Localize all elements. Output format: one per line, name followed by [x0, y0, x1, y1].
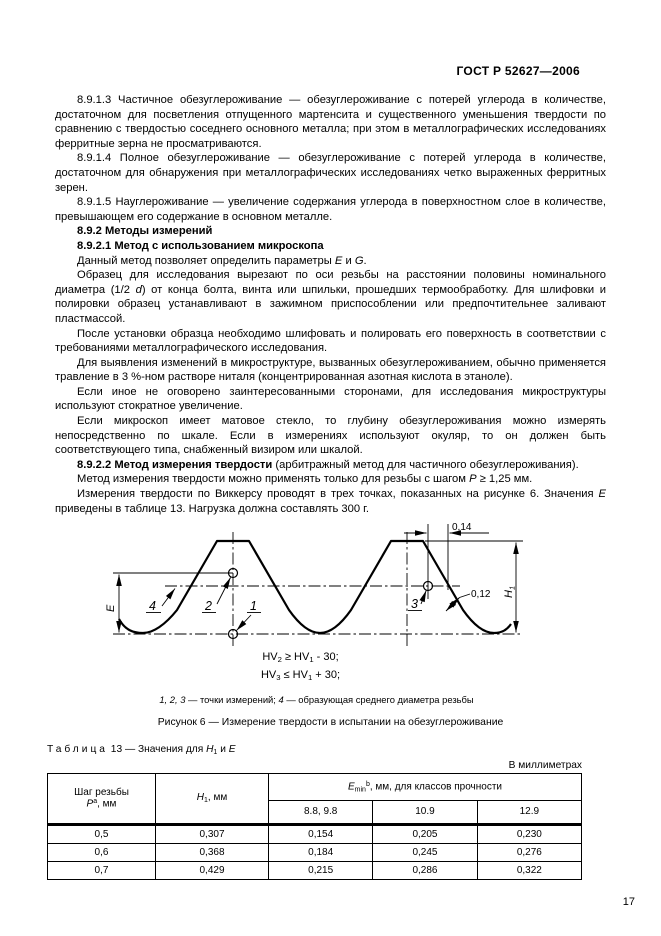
col-header-emin	[269, 773, 582, 800]
text-run: H	[206, 744, 214, 756]
dim014-label: 0,14	[452, 522, 472, 534]
label-3: 3	[411, 597, 418, 612]
text-run: - 30;	[313, 651, 339, 664]
col-header-pitch-line2	[50, 798, 153, 810]
text-run: E	[347, 781, 355, 793]
text-run: 8.9.1.3 Частичное обезуглероживание — обезуглероживание с потерей углерода в количестве, достаточном для посветления отпущенного мартенсита и существенного уменьшения твердости по сравнению с твердостью соседнего основного металла; при этом в металлографических исследованиях ферритные зерна не просматриваются.	[55, 94, 606, 150]
e-dimension-label: E	[105, 604, 117, 613]
label-1-leader	[237, 615, 252, 631]
text-run: a	[93, 798, 98, 806]
text-run: 4	[278, 694, 284, 706]
figure-legend	[41, 694, 592, 705]
table-13-block	[47, 744, 582, 880]
text-run: HV	[262, 651, 278, 664]
table-row	[48, 824, 582, 843]
paragraph-magnification	[55, 385, 606, 414]
table-row	[48, 861, 582, 879]
text-run: HV	[260, 668, 277, 681]
paragraph-8915	[55, 195, 606, 224]
text-run: — точки измерений;	[185, 694, 279, 706]
text-run: 3	[276, 672, 281, 682]
text-run: Измерения твердости по Виккерсу проводят в трех точках, показанных на рисунке 6. Значения	[77, 488, 599, 501]
text-run: После установки образца необходимо шлифовать и полировать его поверхность в соответствии с требованиями металлографического исследования.	[55, 327, 606, 355]
label-4-leader	[162, 589, 175, 607]
cell: 0,429	[156, 861, 269, 879]
table-row	[48, 843, 582, 861]
text-run: 13 — Значения для	[107, 744, 207, 756]
figure-caption: Рисунок 6 — Измерение твердости в испытании на обезуглероживание	[157, 717, 504, 729]
text-run: Метод измерения твердости можно применять только для резьбы с шагом	[77, 473, 470, 486]
text-run: 1	[309, 655, 314, 665]
subcol-8898: 8.8, 9.8	[269, 800, 373, 824]
label-3-leader	[421, 591, 426, 605]
table-units-note: В миллиметрах	[508, 759, 582, 771]
cell: 0,286	[373, 861, 477, 879]
paragraph-specimen	[55, 268, 606, 326]
text-run: E	[334, 254, 343, 267]
text-run: ≤ HV	[280, 668, 308, 681]
heading-8921	[55, 239, 606, 254]
paragraph-pitch-limit	[55, 472, 606, 487]
text-run: 1	[204, 797, 208, 805]
label-1: 1	[250, 599, 257, 614]
text-run: ) от конца болта, винта или шпильки, прошедших термообработку. Для шлифовки и полировки образец устанавливают в зажимном приспособлении или предпочтительнее заливают пластмассой.	[55, 283, 606, 325]
text-run: и	[217, 744, 229, 756]
text-run: Данный метод позволяет определить параметры	[77, 254, 335, 267]
text-run: b	[365, 780, 370, 788]
h1-subscript: 1	[507, 586, 517, 591]
text-run: H	[196, 792, 204, 804]
cell: 0,245	[373, 843, 477, 861]
standard-designation: ГОСТ Р 52627—2006	[456, 64, 580, 78]
text-run: , мм, для классов прочности	[369, 781, 502, 793]
text-run: 1	[307, 672, 313, 682]
text-run: E	[228, 744, 236, 756]
text-run: Для выявления изменений в микроструктуре, вызванных обезуглероживанием, обычно применяется травление в 3 %-ном растворе ниталя (концентрированная азотная кислота в этаноле).	[55, 356, 606, 384]
text-run: G	[354, 254, 364, 267]
paragraph-polishing	[55, 327, 606, 356]
thread-profile-figure	[85, 520, 625, 648]
text-run: 8.9.2.1 Метод с использованием микроскопа	[77, 239, 324, 252]
dim012-label: 0,12	[471, 589, 491, 601]
h1-letter: H	[503, 590, 515, 599]
heading-892	[55, 224, 606, 239]
formula-hv3	[25, 668, 576, 685]
cell: 0,215	[269, 861, 373, 879]
cell: 0,322	[477, 861, 581, 879]
paragraph-etching	[55, 356, 606, 385]
text-run: Если иное не оговорено заинтересованными сторонами, для исследования микроструктуры используют стократное увеличение.	[55, 385, 606, 413]
text-run: 8.9.1.4 Полное обезуглероживание — обезуглероживание с потерей углерода в количестве, достаточном для обнаружения при металлографических исследованиях четко выраженных ферритных зерен.	[55, 152, 606, 194]
text-run: .	[363, 254, 367, 267]
text-run: и	[342, 254, 355, 267]
cell: 0,154	[269, 824, 373, 843]
text-run: ≥ 1,25 мм.	[476, 473, 533, 486]
table-label	[47, 744, 582, 756]
paragraph-vickers	[55, 487, 606, 516]
text-run: Если микроскоп имеет матовое стекло, то глубину обезуглероживания можно измерять непосредственно по шкале. Если в измерениях используют окуляр, то он должен быть соответствующего типа, снабженный визиром или шкалой.	[55, 415, 606, 457]
paragraph-8913	[55, 93, 606, 151]
col-header-h1	[156, 773, 269, 824]
text-run: (арбитражный метод для частичного обезуглероживания).	[272, 458, 579, 471]
table-13	[47, 773, 582, 880]
text-run: E	[598, 488, 606, 501]
text-run: Образец для исследования вырезают по оси резьбы на расстоянии половины номинального диаметра (1/2	[55, 269, 606, 296]
body-text	[55, 93, 606, 516]
hardness-formulas	[25, 650, 576, 685]
dim012-arrow-a	[446, 605, 453, 612]
cell: 0,205	[373, 824, 477, 843]
text-run: P	[469, 473, 477, 486]
dim012-leader	[460, 594, 471, 598]
cell: 0,5	[48, 824, 156, 843]
figure-6-block	[55, 520, 606, 728]
text-run: 1, 2, 3	[159, 694, 186, 706]
label-2-leader	[217, 578, 231, 605]
page-number: 17	[622, 895, 635, 908]
text-run: + 30;	[312, 668, 341, 681]
col-header-pitch-line1: Шаг резьбы	[74, 787, 129, 799]
text-run: 2	[277, 655, 282, 665]
text-run: 8.9.2 Методы измерений	[77, 225, 213, 238]
subcol-109: 10.9	[373, 800, 477, 824]
cell: 0,276	[477, 843, 581, 861]
cell: 0,7	[48, 861, 156, 879]
cell: 0,6	[48, 843, 156, 861]
text-run: , мм	[97, 798, 117, 810]
text-run: min	[354, 785, 366, 793]
text-run: 8.9.1.5 Науглероживание — увеличение содержания углерода в поверхностном слое в количестве, превышающем его содержание в основном металле.	[55, 196, 606, 223]
paragraph-method-params	[55, 254, 606, 269]
text-run: P	[86, 798, 94, 810]
heading-8922	[55, 458, 606, 473]
text-run: Таблица	[47, 744, 108, 756]
text-run: — образующая среднего диаметра резьбы	[283, 694, 474, 706]
thread-profile	[119, 541, 511, 633]
cell: 0,368	[156, 843, 269, 861]
formula-hv2	[25, 650, 576, 667]
text-run: ≥ HV	[281, 651, 310, 664]
label-4: 4	[149, 599, 156, 614]
paragraph-microscope-glass	[55, 414, 606, 458]
cell: 0,230	[477, 824, 581, 843]
h1-dimension-label	[503, 586, 517, 598]
text-run: , мм	[207, 792, 228, 804]
label-2: 2	[205, 599, 212, 614]
paragraph-8914	[55, 151, 606, 195]
cell: 0,184	[269, 843, 373, 861]
cell: 0,307	[156, 824, 269, 843]
col-header-pitch	[48, 773, 156, 824]
text-run: d	[135, 283, 142, 296]
text-run: 8.9.2.2 Метод измерения твердости	[77, 458, 273, 471]
text-run: 1	[213, 747, 218, 756]
text-run: приведены в таблице 13. Нагрузка должна составлять 300 г.	[55, 502, 370, 515]
subcol-129: 12.9	[477, 800, 581, 824]
